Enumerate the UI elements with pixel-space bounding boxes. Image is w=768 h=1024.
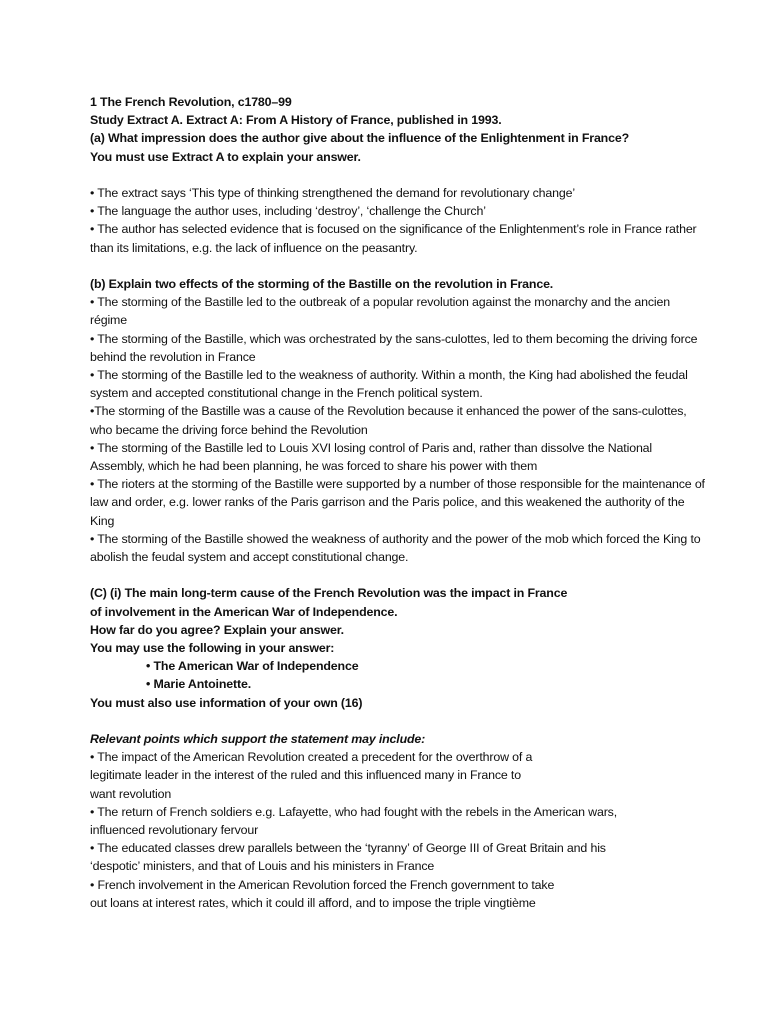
spacer bbox=[90, 566, 708, 584]
document-title: 1 The French Revolution, c1780–99 bbox=[90, 95, 292, 109]
answer-bullet-a3: • The author has selected evidence that is focused on the significance of the Enlightenment’s role in France rather than its limitations, e.g. the lack of influence on the peasantry. bbox=[90, 222, 700, 255]
answer-bullet-b1: • The storming of the Bastille led to the outbreak of a popular revolution against the monarchy and the ancien régime bbox=[90, 295, 674, 328]
question-c-line4: You may use the following in your answer: bbox=[90, 641, 335, 656]
question-a: (a) What impression does the author give about the influence of the Enlightenment in France? bbox=[90, 131, 630, 146]
answer-bullet-c3-line: • The educated classes drew parallels between the ‘tyranny’ of George III of Great Britain and his bbox=[90, 841, 606, 856]
answer-bullet-b7: • The storming of the Bastille showed the weakness of authority and the power of the mob which forced the King to abolish the feudal system and accept constitutional change. bbox=[90, 531, 704, 565]
answer-bullet-c2-line: • The return of French soldiers e.g. Lafayette, who had fought with the rebels in the American wars, bbox=[90, 804, 618, 819]
question-b: (b) Explain two effects of the storming of the Bastille on the revolution in France. bbox=[90, 277, 554, 291]
answer-bullet-a1: • The extract says ‘This type of thinking strengthened the demand for revolutionary change’ bbox=[90, 186, 575, 200]
study-extract-line: Study Extract A. Extract A: From A History of France, published in 1993. bbox=[90, 113, 502, 128]
spacer bbox=[90, 257, 708, 275]
spacer bbox=[90, 166, 708, 184]
answer-bullet-c1-line: want revolution bbox=[90, 786, 172, 801]
question-c-line2: of involvement in the American War of Independence. bbox=[90, 604, 398, 619]
question-c-line5: You must also use information of your own (16) bbox=[90, 695, 363, 710]
answer-bullet-b6: • The rioters at the storming of the Bastille were supported by a number of those responsible for the maintenance of law and order, e.g. lower ranks of the Paris garrison and the Paris police, and this weakened the authority of the King bbox=[90, 477, 709, 528]
answer-bullet-c2-line: influenced revolutionary fervour bbox=[90, 823, 259, 838]
answer-bullet-c1-line: legitimate leader in the interest of the ruled and this influenced many in France to bbox=[90, 768, 521, 783]
question-c-line1: (C) (i) The main long-term cause of the French Revolution was the impact in France bbox=[90, 586, 568, 601]
spacer bbox=[90, 712, 708, 730]
answer-bullet-c1-line: • The impact of the American Revolution created a precedent for the overthrow of a bbox=[90, 750, 533, 765]
prompt-item: • The American War of Independence bbox=[146, 659, 359, 674]
answer-bullet-b4: •The storming of the Bastille was a cause of the Revolution because it enhanced the power of the sans-culottes, who became the driving force behind the Revolution bbox=[90, 404, 690, 437]
answer-bullet-b3: • The storming of the Bastille led to the weakness of authority. Within a month, the King had abolished the feudal system and accepted constitutional change in the French political system. bbox=[90, 368, 692, 401]
answer-bullet-c4-line: • French involvement in the American Revolution forced the French government to take bbox=[90, 877, 555, 892]
relevant-points-heading: Relevant points which support the statement may include: bbox=[90, 732, 426, 747]
prompt-item: • Marie Antoinette. bbox=[146, 677, 251, 692]
answer-bullet-c3-line: ‘despotic’ ministers, and that of Louis and his ministers in France bbox=[90, 859, 435, 874]
answer-bullet-b2: • The storming of the Bastille, which was orchestrated by the sans-culottes, led to them becoming the driving force behind the revolution in France bbox=[90, 331, 701, 364]
instruction-a: You must use Extract A to explain your answer. bbox=[90, 149, 361, 164]
question-c-line3: How far do you agree? Explain your answer. bbox=[90, 622, 344, 637]
answer-bullet-b5: • The storming of the Bastille led to Louis XVI losing control of Paris and, rather than dissolve the National Assembly, which he had been planning, he was forced to share his power with them bbox=[90, 440, 655, 474]
answer-bullet-a2: • The language the author uses, including ‘destroy’, ‘challenge the Church’ bbox=[90, 204, 486, 219]
answer-bullet-c4-line: out loans at interest rates, which it could ill afford, and to impose the triple vingtième bbox=[90, 895, 536, 910]
